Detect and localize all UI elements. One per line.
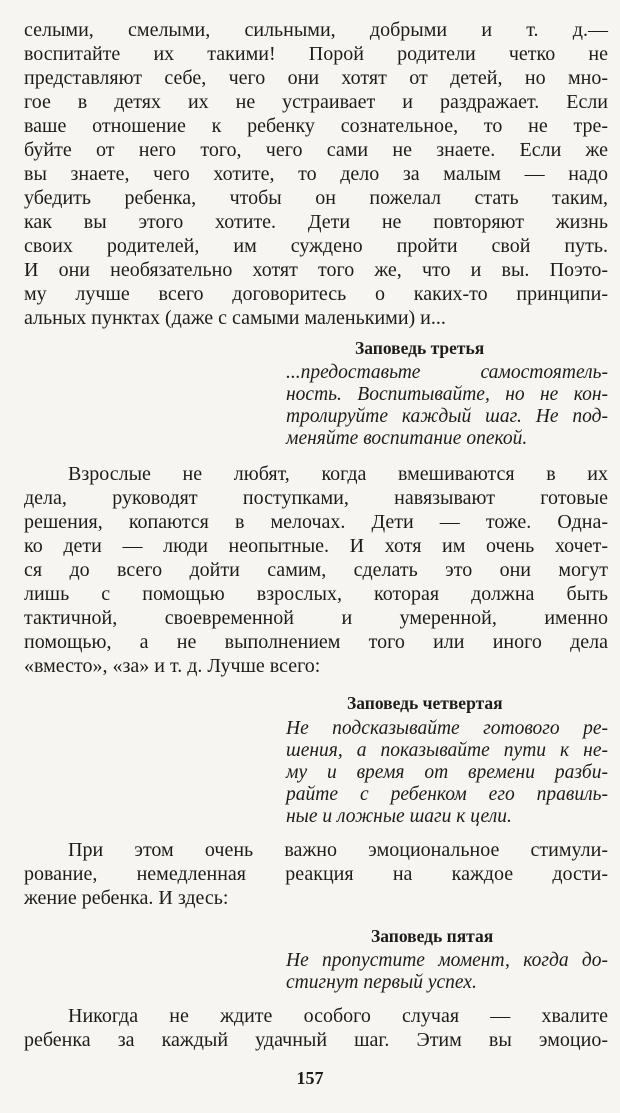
- motto-line: ...предоставьте самостоятель-: [286, 362, 608, 383]
- text-line: При этом очень важно эмоциональное стимули-: [68, 839, 608, 861]
- text-line: жение ребенка. И здесь:: [24, 887, 229, 909]
- motto-line: му и время от времени разби-: [286, 762, 608, 783]
- text-line: как вы этого хотите. Дети не повторяют жизнь: [24, 211, 608, 233]
- text-line: дела, руководят поступками, навязывают готовые: [24, 487, 608, 509]
- motto-line: ность. Воспитывайте, но не кон-: [286, 384, 608, 405]
- text-line: му лучше всего договоритесь о каких-то принципи-: [24, 283, 608, 305]
- motto-line: стигнут первый успех.: [286, 972, 477, 993]
- motto-line: тролируйте каждый шаг. Не под-: [286, 406, 608, 427]
- text-line: решения, копаются в мелочах. Дети — тоже. Одна-: [24, 511, 608, 533]
- text-line: селыми, смелыми, сильными, добрыми и т. д.—: [24, 19, 608, 41]
- text-line: представляют себе, чего они хотят от детей, но мно-: [24, 67, 608, 89]
- motto-line: ные и ложные шаги к цели.: [286, 806, 512, 827]
- motto-line: шения, а показывайте пути к не-: [286, 740, 608, 761]
- text-line: И они необязательно хотят того же, что и вы. Поэто-: [24, 259, 608, 281]
- text-line: помощью, а не выполнением того или иного дела: [24, 631, 608, 653]
- motto-line: райте с ребенком его правиль-: [286, 784, 608, 805]
- commandment-4-heading: Заповедь четвертая: [347, 693, 503, 713]
- text-line: воспитайте их такими! Порой родители четко не: [24, 43, 608, 65]
- text-line: буйте от него того, чего сами не знаете. Если же: [24, 139, 608, 161]
- text-line: Взрослые не любят, когда вмешиваются в их: [68, 463, 608, 485]
- text-line: ся до всего дойти самим, сделать это они могут: [24, 559, 608, 581]
- text-line: своих родителей, им суждено пройти свой путь.: [24, 235, 608, 257]
- commandment-3-heading: Заповедь третья: [355, 338, 485, 358]
- text-line: «вместо», «за» и т. д. Лучше всего:: [24, 655, 321, 677]
- motto-line: Не пропустите момент, когда до-: [286, 950, 608, 971]
- text-line: лишь с помощью взрослых, которая должна быть: [24, 583, 608, 605]
- text-line: ваше отношение к ребенку сознательное, то не тре-: [24, 115, 608, 137]
- text-line: ребенка за каждый удачный шаг. Этим вы эмоцио-: [24, 1029, 608, 1051]
- motto-line: меняйте воспитание опекой.: [286, 428, 528, 449]
- text-line: Никогда не ждите особого случая — хвалите: [68, 1005, 608, 1027]
- page-number: 157: [296, 1068, 324, 1088]
- text-line: вы знаете, чего хотите, то дело за малым — надо: [24, 163, 608, 185]
- text-line: ко дети — люди неопытные. И хотя им очень хочет-: [24, 535, 608, 557]
- commandment-5-heading: Заповедь пятая: [371, 926, 494, 946]
- text-line: рование, немедленная реакция на каждое дости-: [24, 863, 608, 885]
- text-line: альных пунктах (даже с самыми маленькими) и...: [24, 307, 446, 329]
- text-line: гое в детях их не устраивает и раздражает. Если: [24, 91, 608, 113]
- text-line: убедить ребенка, чтобы он пожелал стать таким,: [24, 187, 608, 209]
- motto-line: Не подсказывайте готового ре-: [286, 718, 608, 739]
- text-line: тактичной, своевременной и умеренной, именно: [24, 607, 608, 629]
